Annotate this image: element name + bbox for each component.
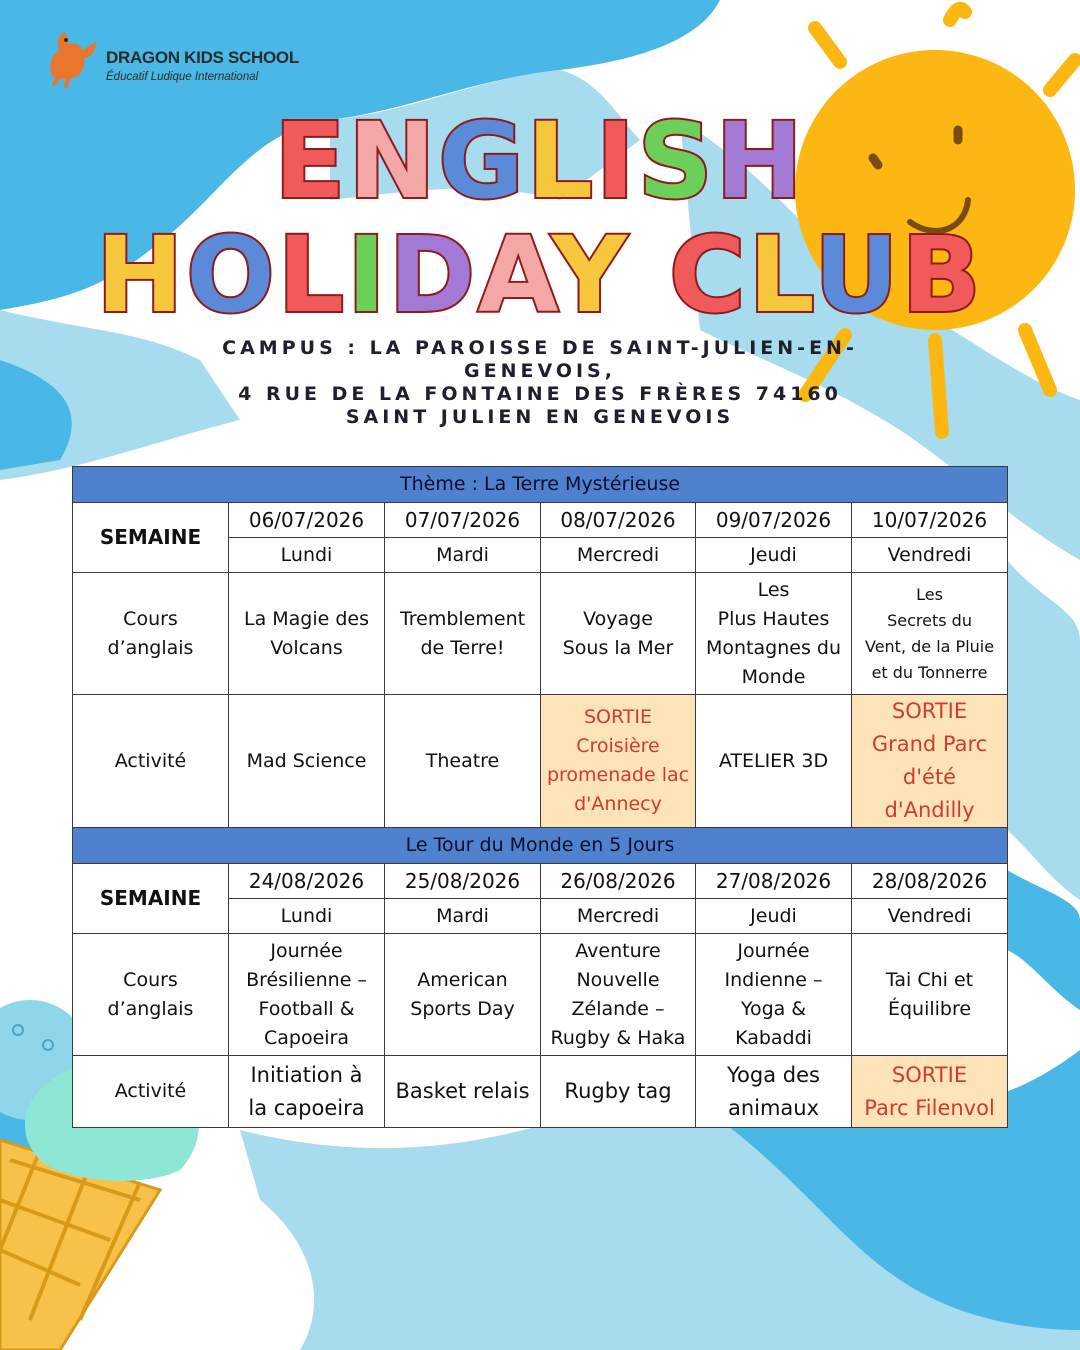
- activity-cell-line: Theatre: [425, 749, 500, 772]
- course-cell: [229, 573, 385, 695]
- activity-cell-line: SORTIE: [891, 1062, 968, 1087]
- course-cell-line: Volcans: [270, 636, 343, 659]
- title-line-1: [0, 100, 1080, 222]
- date-cell: 09/07/2026: [696, 503, 852, 538]
- address-line: CAMPUS : LA PAROISSE DE SAINT-JULIEN-EN-: [222, 337, 858, 359]
- title-letter: C: [669, 214, 749, 336]
- course-cell-line: Brésilienne –: [246, 968, 367, 991]
- activity-cell: [385, 695, 541, 828]
- dragon-icon: [38, 24, 102, 88]
- activity-label: Activité: [73, 695, 229, 828]
- activity-cell: [696, 1056, 852, 1128]
- course-cell: [385, 573, 541, 695]
- theme-row: Thème : La Terre Mystérieuse: [73, 467, 1008, 503]
- course-cell-line: Rugby & Haka: [550, 1026, 686, 1049]
- activity-cell-line: d'Andilly: [884, 798, 975, 822]
- course-cell-line: Vent, de la Pluie: [864, 636, 995, 656]
- title-letter: G: [438, 100, 527, 222]
- course-cell: [852, 573, 1008, 695]
- course-cell: [385, 934, 541, 1056]
- course-cell-line: Zélande –: [571, 997, 665, 1020]
- date-cell: 28/08/2026: [852, 864, 1008, 899]
- title-letter: L: [748, 214, 814, 336]
- title-letter: H: [96, 214, 187, 336]
- activity-cell-line: animaux: [727, 1095, 820, 1120]
- day-cell: Mercredi: [541, 899, 696, 934]
- courses-label: [73, 573, 229, 695]
- activity-label: Activité: [73, 1056, 229, 1128]
- course-cell-line: Secrets du: [887, 610, 972, 630]
- date-cell: 10/07/2026: [852, 503, 1008, 538]
- date-cell: 08/07/2026: [541, 503, 696, 538]
- course-cell-line: et du Tonnerre: [871, 662, 988, 682]
- course-cell: [229, 934, 385, 1056]
- school-logo: [38, 24, 299, 94]
- courses-label: [73, 934, 229, 1056]
- activity-cell-line: SORTIE: [891, 699, 968, 723]
- courses-label-line: Cours: [123, 968, 178, 991]
- courses-label-line: d’anglais: [107, 997, 194, 1020]
- course-cell-line: American: [417, 968, 508, 991]
- course-cell-line: Sports Day: [410, 997, 515, 1020]
- course-cell: [852, 934, 1008, 1056]
- date-cell: 24/08/2026: [229, 864, 385, 899]
- activity-cell: [696, 695, 852, 828]
- light-blue-wave-right-mid: [1007, 560, 1080, 900]
- address-line: SAINT JULIEN EN GENEVOIS: [345, 406, 735, 428]
- activity-cell-line: promenade lac: [546, 764, 690, 786]
- course-cell-line: Équilibre: [887, 997, 972, 1020]
- week-label: SEMAINE: [73, 864, 229, 934]
- day-cell: Vendredi: [852, 899, 1008, 934]
- course-cell-line: Yoga &: [740, 997, 807, 1020]
- course-cell-line: Journée: [270, 939, 343, 962]
- theme-row: Le Tour du Monde en 5 Jours: [73, 828, 1008, 864]
- title-letter: Y: [551, 214, 630, 336]
- course-cell-line: Nouvelle: [576, 968, 660, 991]
- title-letter: B: [901, 214, 984, 336]
- title-letter: L: [526, 100, 597, 222]
- course-cell-line: Voyage: [583, 607, 653, 630]
- activity-cell: [852, 695, 1008, 828]
- activity-cell: [541, 695, 696, 828]
- course-cell-line: Monde: [741, 665, 806, 688]
- course-cell-line: Les: [757, 578, 790, 601]
- course-cell: [541, 934, 696, 1056]
- course-cell-line: Football &: [258, 997, 355, 1020]
- course-cell: [696, 573, 852, 695]
- date-cell: 07/07/2026: [385, 503, 541, 538]
- course-cell: [696, 934, 852, 1056]
- activity-cell: [229, 695, 385, 828]
- day-cell: Mercredi: [541, 538, 696, 573]
- activity-cell-line: SORTIE: [583, 706, 653, 728]
- course-cell: [541, 573, 696, 695]
- title-letter: A: [478, 214, 552, 336]
- campus-address: [200, 337, 880, 429]
- activity-cell-line: Basket relais: [395, 1079, 530, 1103]
- course-cell-line: Plus Hautes: [717, 607, 830, 630]
- date-cell: 25/08/2026: [385, 864, 541, 899]
- activity-cell-line: Croisière: [576, 735, 660, 757]
- title-letter: L: [277, 214, 347, 336]
- title-letter: H: [715, 100, 806, 222]
- activity-cell-line: d'Annecy: [574, 793, 662, 815]
- title-letter: E: [274, 100, 349, 222]
- course-cell-line: Sous la Mer: [562, 636, 674, 659]
- title-letter: U: [814, 214, 902, 336]
- activity-cell: [229, 1056, 385, 1128]
- activity-cell-line: ATELIER 3D: [718, 749, 829, 772]
- activity-cell-line: Mad Science: [246, 749, 367, 772]
- course-cell-line: Les: [916, 584, 943, 604]
- title-letter: O: [186, 214, 278, 336]
- activity-cell-line: d'été: [902, 765, 957, 789]
- activity-cell-line: la capoeira: [248, 1095, 365, 1120]
- activity-cell: [852, 1056, 1008, 1128]
- date-cell: 27/08/2026: [696, 864, 852, 899]
- day-cell: Mardi: [385, 899, 541, 934]
- date-cell: 06/07/2026: [229, 503, 385, 538]
- title-letter: D: [388, 214, 479, 336]
- title-letter: S: [637, 100, 716, 222]
- activity-cell-line: Parc Filenvol: [864, 1095, 995, 1120]
- activity-cell-line: Initiation à: [250, 1062, 363, 1087]
- day-cell: Vendredi: [852, 538, 1008, 573]
- course-cell-line: Journée: [737, 939, 810, 962]
- school-tagline: Éducatif Ludique International: [106, 71, 259, 83]
- address-line: GENEVOIS,: [464, 360, 616, 382]
- day-cell: Jeudi: [696, 538, 852, 573]
- day-cell: Lundi: [229, 538, 385, 573]
- title-line-2: [0, 214, 1080, 336]
- day-cell: Lundi: [229, 899, 385, 934]
- title-letter: N: [348, 100, 439, 222]
- title-letter: [630, 214, 669, 336]
- day-cell: Mardi: [385, 538, 541, 573]
- course-cell-line: La Magie des: [243, 607, 370, 630]
- date-cell: 26/08/2026: [541, 864, 696, 899]
- week-label: SEMAINE: [73, 503, 229, 573]
- course-cell-line: Indienne –: [724, 968, 823, 991]
- activity-cell: [541, 1056, 696, 1128]
- activity-cell-line: Grand Parc: [871, 732, 988, 756]
- courses-label-line: Cours: [123, 607, 178, 630]
- course-cell-line: Kabaddi: [735, 1026, 812, 1049]
- course-cell-line: Tai Chi et: [885, 968, 974, 991]
- schedule-table: [72, 466, 1008, 1128]
- activity-cell-line: Yoga des: [727, 1062, 820, 1087]
- activity-cell: [385, 1056, 541, 1128]
- address-line: 4 RUE DE LA FONTAINE DES FRÈRES 74160: [238, 383, 842, 405]
- course-cell-line: Tremblement: [399, 607, 526, 630]
- course-cell-line: Aventure: [575, 939, 661, 962]
- activity-cell-line: Rugby tag: [564, 1079, 672, 1103]
- title-letter: I: [347, 214, 389, 336]
- course-cell-line: de Terre!: [420, 636, 505, 659]
- course-cell-line: Montagnes du: [706, 636, 841, 659]
- title-letter: I: [596, 100, 638, 222]
- courses-label-line: d’anglais: [107, 636, 194, 659]
- course-cell-line: Capoeira: [263, 1026, 350, 1049]
- school-name: DRAGON KIDS SCHOOL: [106, 48, 299, 67]
- day-cell: Jeudi: [696, 899, 852, 934]
